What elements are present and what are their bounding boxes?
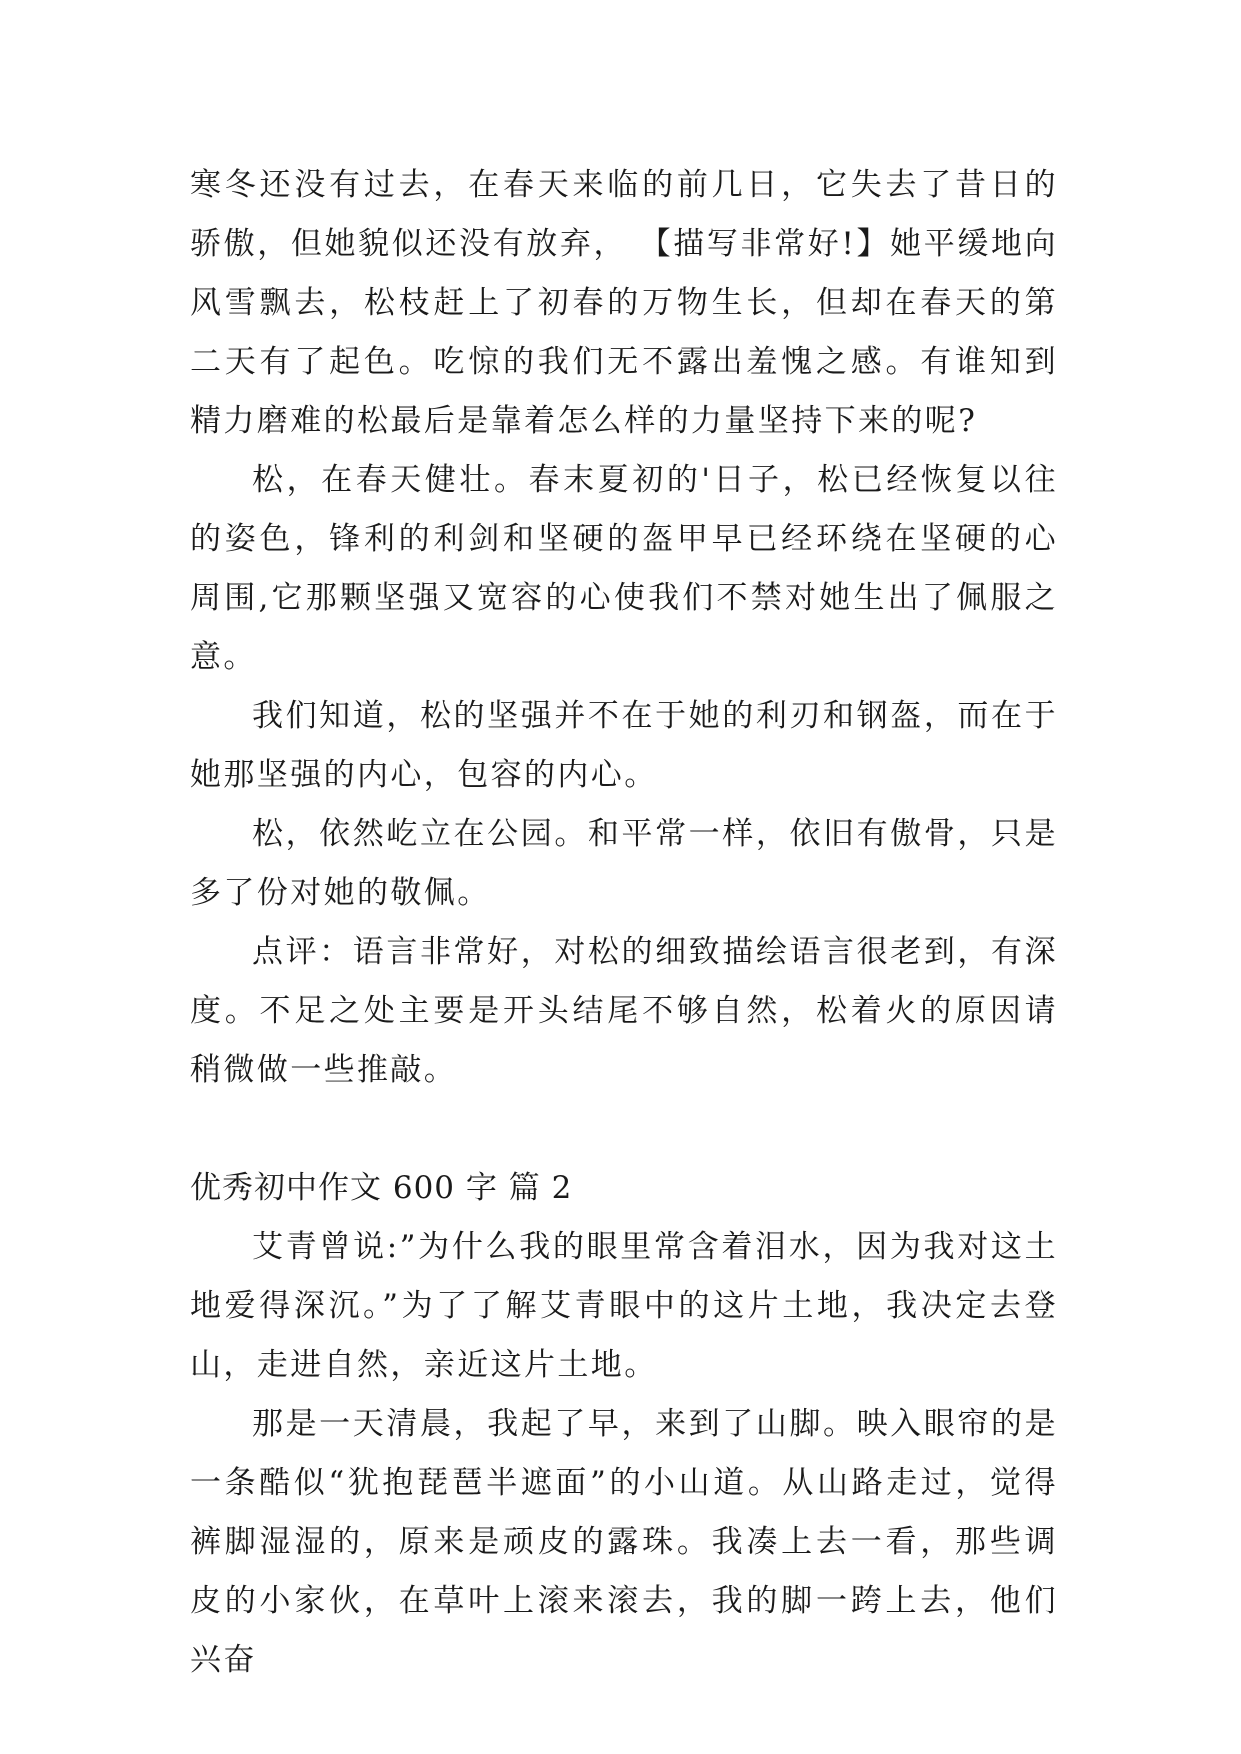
paragraph-pine-park: 松，依然屹立在公园。和平常一样，依旧有傲骨，只是多了份对她的敬佩。 <box>190 816 1058 911</box>
paragraph-pine-winter: 寒冬还没有过去，在春天来临的前几日，它失去了昔日的骄傲，但她貌似还没有放弃， 【描写非常好!】她平缓地向风雪飘去，松枝赶上了初春的万物生长，但却在春天的第二天有了起色。吃惊的我们无不露出羞愧之感。有谁知到精力磨难的松最后是靠着怎么样的力量坚持下来的呢? <box>190 167 1058 439</box>
paragraph-review-comment: 点评：语言非常好，对松的细致描绘语言很老到，有深度。不足之处主要是开头结尾不够自然，松着火的原因请稍微做一些推敲。 <box>190 934 1058 1088</box>
paragraph-pine-spring: 松，在春天健壮。春末夏初的'日子，松已经恢复以往的姿色，锋利的利剑和坚硬的盔甲早已经环绕在坚硬的心周围,它那颗坚强又宽容的心使我们不禁对她生出了佩服之意。 <box>190 462 1058 675</box>
paragraph-morning-mountain: 那是一天清晨，我起了早，来到了山脚。映入眼帘的是一条酷似“犹抱琵琶半遮面”的小山道。从山路走过，觉得裤脚湿湿的，原来是顽皮的露珠。我凑上去一看，那些调皮的小家伙，在草叶上滚来滚去，我的脚一跨上去，他们兴奋 <box>190 1406 1058 1678</box>
section-title: 优秀初中作文 600 字 篇 2 <box>190 1170 573 1206</box>
paragraph-pine-strength: 我们知道，松的坚强并不在于她的利刃和钢盔，而在于她那坚强的内心，包容的内心。 <box>190 698 1058 793</box>
document-body <box>190 156 1058 1690</box>
paragraph-aiqing-quote: 艾青曾说:”为什么我的眼里常含着泪水，因为我对这土地爱得深沉。”为了了解艾青眼中的这片土地，我决定去登山，走进自然，亲近这片土地。 <box>190 1229 1058 1383</box>
